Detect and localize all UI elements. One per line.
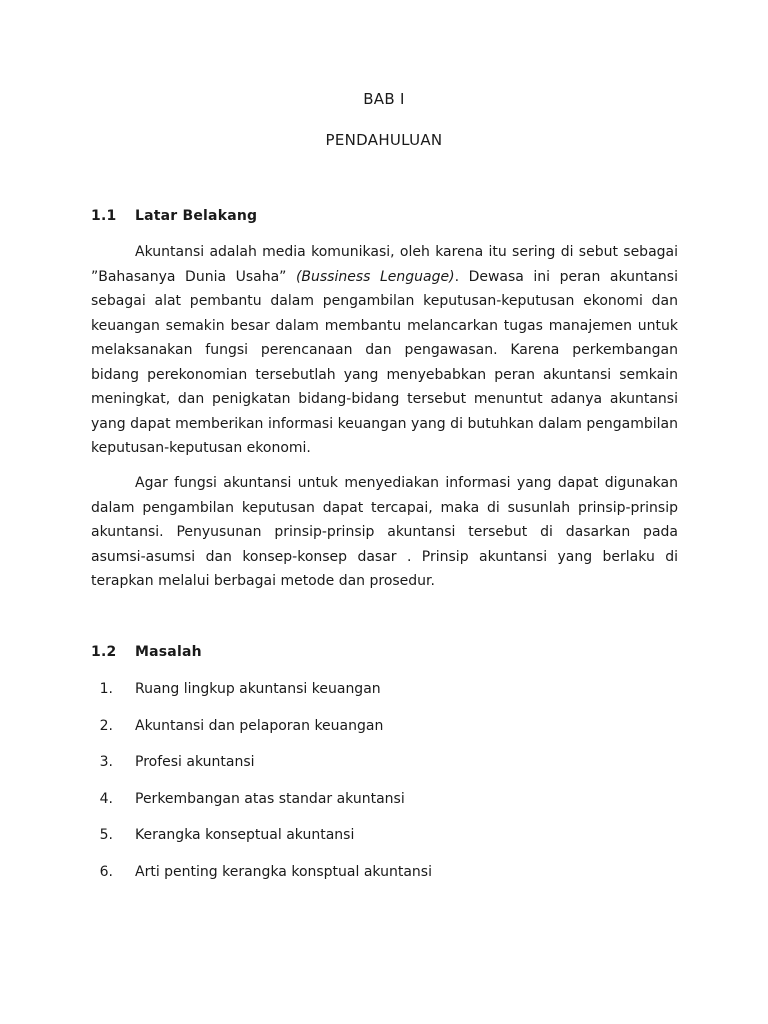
chapter-title: BAB I — [363, 90, 405, 108]
list-item-number: 5. — [99, 827, 113, 844]
paragraph-text: Akuntansi adalah media komunikasi, oleh karena itu sering di sebut sebagai ”Bahasanya Dunia Usaha” — [91, 244, 678, 285]
paragraph-latar-belakang-2: Agar fungsi akuntansi untuk menyediakan informasi yang dapat digunakan dalam pengambilan keputusan dapat tercapai, maka di susunlah prinsip-prinsip akuntansi. Penyusunan prinsip-prinsip akuntansi tersebut di dasarkan pada asumsi-asumsi dan konsep-konsep dasar . Prinsip akuntansi yang berlaku di terapkan melalui berbagai metode dan prosedur. — [91, 475, 678, 589]
list-item-number: 2. — [99, 717, 113, 734]
list-item — [91, 787, 678, 824]
paragraph-italic-term: (Bussiness Lenguage) — [295, 268, 455, 285]
list-item — [91, 714, 678, 751]
section-number: 1.1 — [91, 208, 117, 224]
list-item-text: Arti penting kerangka konsptual akuntansi — [135, 863, 432, 880]
paragraph-text: . Dewasa ini peran akuntansi sebagai alat pembantu dalam pengambilan keputusan-keputusan ekonomi dan keuangan semakin besar dalam membantu melancarkan tugas manajemen untuk melaksanakan fungsi perencanaan dan pengawasan. Karena perkembangan bidang perekonomian tersebutlah yang menyebabkan peran akuntansi semkain meningkat, dan penigkatan bidang-bidang tersebut menuntut adanya akuntansi yang dapat memberikan informasi keuangan yang di butuhkan dalam pengambilan keputusan-keputusan ekonomi. — [91, 268, 678, 456]
list-item-number: 4. — [99, 790, 113, 807]
list-item-text: Kerangka konseptual akuntansi — [135, 827, 355, 844]
list-item-number: 1. — [99, 681, 113, 697]
list-item-number: 3. — [99, 754, 113, 771]
list-item — [91, 823, 678, 860]
section-number: 1.2 — [91, 644, 117, 660]
list-item — [91, 750, 678, 787]
list-item — [91, 677, 678, 714]
section-title: Masalah — [135, 644, 202, 660]
chapter-subtitle: PENDAHULUAN — [325, 131, 443, 149]
list-item-number: 6. — [99, 863, 113, 880]
masalah-list — [91, 677, 678, 897]
section-heading-latar-belakang — [91, 208, 257, 224]
section-heading-masalah — [91, 644, 202, 660]
list-item-text: Profesi akuntansi — [135, 754, 255, 771]
paragraph-latar-belakang-1 — [91, 240, 678, 461]
section-title: Latar Belakang — [135, 208, 258, 224]
list-item-text: Akuntansi dan pelaporan keuangan — [135, 717, 384, 734]
list-item — [91, 860, 678, 897]
list-item-text: Perkembangan atas standar akuntansi — [135, 790, 405, 807]
list-item-text: Ruang lingkup akuntansi keuangan — [135, 681, 381, 697]
